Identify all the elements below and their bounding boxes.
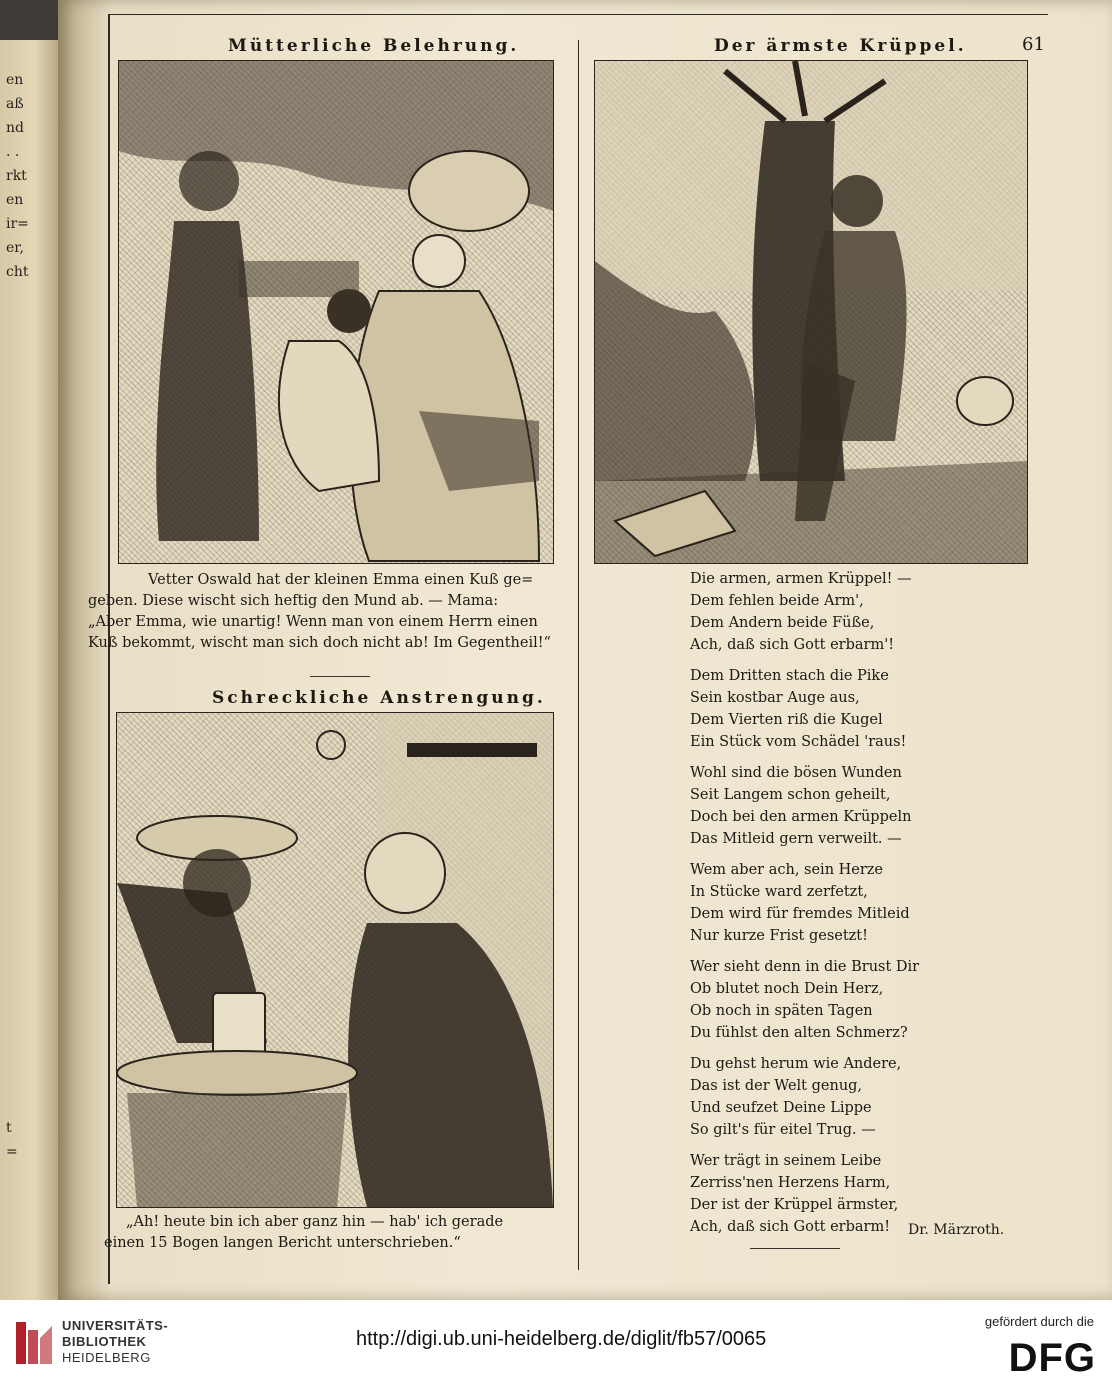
poem-author: Dr. Märzroth. <box>908 1222 1005 1238</box>
funder-label: gefördert durch die <box>984 1314 1094 1329</box>
illustration-tavern-scene <box>116 712 554 1208</box>
university-library-logo-icon <box>14 1318 54 1372</box>
footer-bar <box>0 1300 1112 1387</box>
caption-schreckliche-anstrengung <box>104 1212 556 1254</box>
poem-stanza <box>690 859 950 947</box>
caption-line: geben. Diese wischt sich heftig den Mund ab. — Mama: <box>88 593 499 609</box>
poem-line: Und seufzet Deine Lippe <box>690 1100 872 1116</box>
poem-line: In Stücke ward zerfetzt, <box>690 884 868 900</box>
margin-fragment: aß <box>6 96 24 112</box>
poem-line: Wem aber ach, sein Herze <box>690 862 884 878</box>
dfg-logo-icon: DFG <box>1008 1336 1096 1380</box>
poem-line: Wohl sind die bösen Wunden <box>690 765 902 781</box>
poem-line: Dem Dritten stach die Pike <box>690 668 889 684</box>
caption-line: „Aber Emma, wie unartig! Wenn man von einem Herrn einen <box>88 614 538 630</box>
poem-stanza <box>690 762 950 850</box>
margin-fragment: nd <box>6 120 24 136</box>
poem-line: Dem wird für fremdes Mitleid <box>690 906 910 922</box>
poem-line: Seit Langem schon geheilt, <box>690 787 891 803</box>
poem-line: Ob blutet noch Dein Herz, <box>690 981 884 997</box>
poem-line: Wer sieht denn in die Brust Dir <box>690 959 920 975</box>
margin-fragment: cht <box>6 264 29 280</box>
poem-line: Ach, daß sich Gott erbarm'! <box>690 637 895 653</box>
poem-line: Ein Stück vom Schädel 'raus! <box>690 734 907 750</box>
caption-line: Vetter Oswald hat der kleinen Emma einen Kuß ge= <box>148 572 534 588</box>
margin-fragment: rkt <box>6 168 27 184</box>
poem-line: Nur kurze Frist gesetzt! <box>690 928 868 944</box>
margin-fragment: . . <box>6 144 20 160</box>
library-name-line: UNIVERSITÄTS- <box>62 1318 169 1333</box>
caption-line: „Ah! heute bin ich aber ganz hin — hab' ich gerade <box>126 1214 504 1230</box>
poem-line: Ob noch in späten Tagen <box>690 1003 873 1019</box>
poem-line: Wer trägt in seinem Leibe <box>690 1153 882 1169</box>
caption-muetterliche-belehrung <box>88 570 560 654</box>
poem-line: Die armen, armen Krüppel! — <box>690 571 912 587</box>
poem-stanza <box>690 665 950 753</box>
poem-der-aermste-krueppel <box>690 568 950 1247</box>
illustration-family-scene <box>118 60 554 564</box>
poem-line: Zerriss'nen Herzens Harm, <box>690 1175 891 1191</box>
poem-line: Ach, daß sich Gott erbarm! <box>690 1219 891 1235</box>
separator-rule <box>310 676 370 677</box>
margin-fragment: = <box>6 1144 18 1160</box>
poem-line: Das Mitleid gern verweilt. — <box>690 831 902 847</box>
poem-line: Das ist der Welt genug, <box>690 1078 863 1094</box>
title-muetterliche-belehrung: Mütterliche Belehrung. <box>228 36 520 56</box>
poem-line: Doch bei den armen Krüppeln <box>690 809 912 825</box>
poem-line: Dem fehlen beide Arm', <box>690 593 864 609</box>
poem-line: Du gehst herum wie Andere, <box>690 1056 902 1072</box>
title-der-aermste-krueppel: Der ärmste Krüppel. <box>714 36 967 56</box>
illustration-man-under-tree <box>594 60 1028 564</box>
permalink-url[interactable]: http://digi.ub.uni-heidelberg.de/diglit/fb57/0065 <box>356 1328 767 1350</box>
margin-fragment: en <box>6 192 24 208</box>
poem-line: Der ist der Krüppel ärmster, <box>690 1197 899 1213</box>
poem-line: Dem Andern beide Füße, <box>690 615 875 631</box>
poem-line: Dem Vierten riß die Kugel <box>690 712 883 728</box>
poem-stanza <box>690 956 950 1044</box>
caption-line: einen 15 Bogen langen Bericht unterschrieben.“ <box>104 1235 461 1251</box>
end-rule <box>750 1248 840 1249</box>
poem-stanza <box>690 568 950 656</box>
caption-line: Kuß bekommt, wischt man sich doch nicht ab! Im Gegentheil!“ <box>88 635 551 651</box>
margin-fragment: t <box>6 1120 12 1136</box>
frame-rule-top <box>108 14 1048 15</box>
margin-fragment: er, <box>6 240 24 256</box>
margin-fragment: ir= <box>6 216 29 232</box>
poem-line: So gilt's für eitel Trug. — <box>690 1122 876 1138</box>
library-name-line: BIBLIOTHEK <box>62 1334 147 1349</box>
page-number: 61 <box>1022 34 1045 55</box>
column-divider <box>578 40 579 1270</box>
poem-stanza <box>690 1053 950 1141</box>
poem-line: Sein kostbar Auge aus, <box>690 690 860 706</box>
margin-fragment: en <box>6 72 24 88</box>
library-name-line: HEIDELBERG <box>62 1350 151 1365</box>
previous-page-edge <box>0 40 58 1300</box>
poem-line: Du fühlst den alten Schmerz? <box>690 1025 908 1041</box>
title-schreckliche-anstrengung: Schreckliche Anstrengung. <box>212 688 546 708</box>
